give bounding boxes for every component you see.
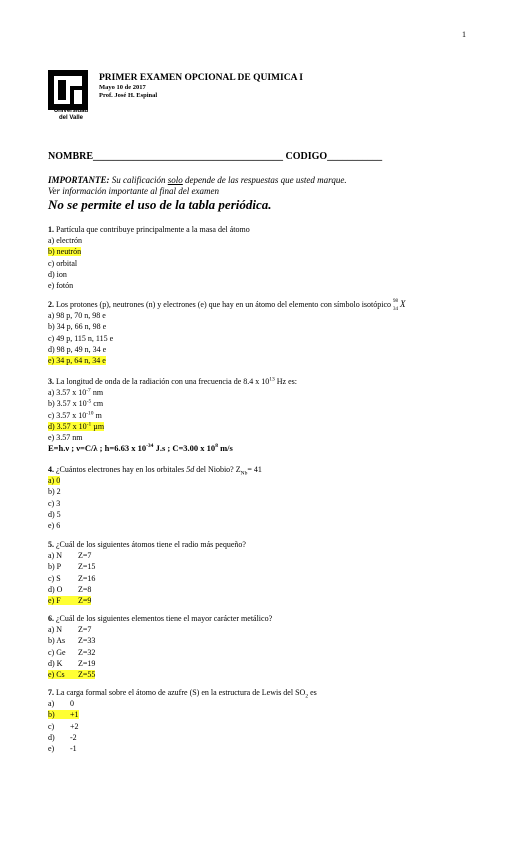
name-field[interactable]: NOMBRE______________________________________ (48, 151, 283, 162)
option[interactable]: b) As Z=33 (48, 636, 96, 646)
option-selected[interactable]: d) 3.57 x $10^{-1}$ µm (48, 421, 105, 431)
option[interactable]: c) 49 p, 115 n, 115 e (48, 333, 114, 343)
option-selected[interactable]: e) Cs Z=55 (48, 670, 96, 680)
exam-header (99, 73, 303, 100)
formula-line: E=h.ν ; ν=C/λ ; h=6.63 x $10^{-34}$ J.s ; C=3.00 x $10^8$ m/s (48, 443, 233, 454)
option[interactable]: d) 5 (48, 509, 61, 519)
option[interactable]: b) 34 p, 66 n, 98 e (48, 322, 107, 332)
option[interactable]: b) 2 (48, 487, 61, 497)
option-selected[interactable]: a) 0 (48, 476, 61, 486)
logo-caption: Universidad del Valle (53, 108, 89, 121)
option-selected[interactable]: e) F Z=9 (48, 596, 92, 606)
code-field[interactable]: CODIGO___________ (285, 151, 383, 162)
option[interactable]: a) N Z=7 (48, 625, 92, 635)
option[interactable]: c) 3 (48, 498, 61, 508)
universidad-del-valle-logo (48, 70, 88, 110)
option[interactable]: a) 3.57 x $10^{-7}$ nm (48, 387, 104, 398)
page-number: 1 (462, 30, 466, 39)
question-5: 5. ¿Cuál de los siguientes átomos tiene el radio más pequeño? a) N Z=7 b) P Z=15 c) S Z=16 d) O Z=8 e) F Z=9 (48, 539, 488, 606)
question-1: 1. Partícula que contribuye principalmente a la masa del átomo a) electrón b) neutrón c) orbital d) ion e) fotón (48, 224, 488, 291)
question-2: 2. Los protones (p), neutrones (n) y electrones (e) que hay en un átomo del elemento con símbolo isotópico 98 34 X a) 98 p, 70 n, 98 e b) 34 p, 66 n, 98 e c) 49 p, 115 n, 115 e d) 98 p, 49 n, 34 e e) 34 p, 64 n, 34 e (48, 299, 488, 366)
periodic-table-warning: No se permite el uso de la tabla periódica. (48, 197, 272, 212)
option[interactable]: b) P Z=15 (48, 562, 96, 572)
option[interactable]: c) S Z=16 (48, 573, 96, 583)
important-note: IMPORTANTE: Su calificación solo depende de las respuestas que usted marque. Ver información importante al final del examen (48, 175, 347, 196)
option[interactable]: e) 3.57 nm (48, 433, 83, 443)
isotope-symbol: 98 34 X (393, 299, 406, 313)
option[interactable]: e) -1 (48, 744, 77, 754)
exam-professor: Prof. José H. Espinal (99, 92, 158, 99)
option[interactable]: a) N Z=7 (48, 551, 92, 561)
exam-date: Mayo 10 de 2017 (99, 84, 146, 91)
question-7: 7. La carga formal sobre el átomo de azufre (S) en la estructura de Lewis del $SO_2$ es a) 0 b) +1 c) +2 d) -2 e) -1 (48, 687, 488, 754)
option[interactable]: c) orbital (48, 258, 78, 268)
option-selected[interactable]: b) +1 (48, 710, 79, 720)
option[interactable]: d) O Z=8 (48, 584, 92, 594)
question-4: 4. ¿Cuántos electrones hay en los orbitales 5d del Niobio? $Z_{Nb}= 41$ a) 0 b) 2 c) 3 d) 5 e) 6 (48, 464, 488, 531)
option[interactable]: d) ion (48, 269, 67, 279)
option-selected[interactable]: b) neutrón (48, 247, 82, 257)
option-selected[interactable]: e) 34 p, 64 n, 34 e (48, 356, 106, 366)
question-6: 6. ¿Cuál de los siguientes elementos tiene el mayor carácter metálico? a) N Z=7 b) As Z=33 c) Ge Z=32 d) K Z=19 e) Cs Z=55 (48, 613, 488, 680)
student-fields (48, 151, 382, 162)
option[interactable]: a) 98 p, 70 n, 98 e (48, 311, 106, 321)
option[interactable]: d) -2 (48, 732, 77, 742)
question-3: 3. La longitud de onda de la radiación con una frecuencia de 8.4 x $10^{13}$ Hz es: a) 3.57 x $10^{-7}$ nm b) 3.57 x $10^{-5}$ cm c) 3.57 x $10^{-10}$ m d) 3.57 x $10^{-1}$ µm e) 3.57 nm E=h.ν ; ν=C/λ ; h=6.63 x $10^{-34}$ J.s ; C=3.00 x $10^8$ m/s (48, 376, 488, 454)
option[interactable]: a) electrón (48, 236, 82, 246)
option[interactable]: c) 3.57 x $10^{-10}$ m (48, 409, 102, 420)
option[interactable]: d) 98 p, 49 n, 34 e (48, 344, 107, 354)
option[interactable]: b) 3.57 x $10^{-5}$ cm (48, 398, 104, 409)
option[interactable]: a) 0 (48, 699, 74, 709)
option[interactable]: d) K Z=19 (48, 658, 96, 668)
option[interactable]: c) +2 (48, 721, 79, 731)
option[interactable]: e) fotón (48, 281, 74, 291)
option[interactable]: e) 6 (48, 521, 61, 531)
exam-title: PRIMER EXAMEN OPCIONAL DE QUIMICA I (99, 73, 303, 83)
option[interactable]: c) Ge Z=32 (48, 647, 96, 657)
